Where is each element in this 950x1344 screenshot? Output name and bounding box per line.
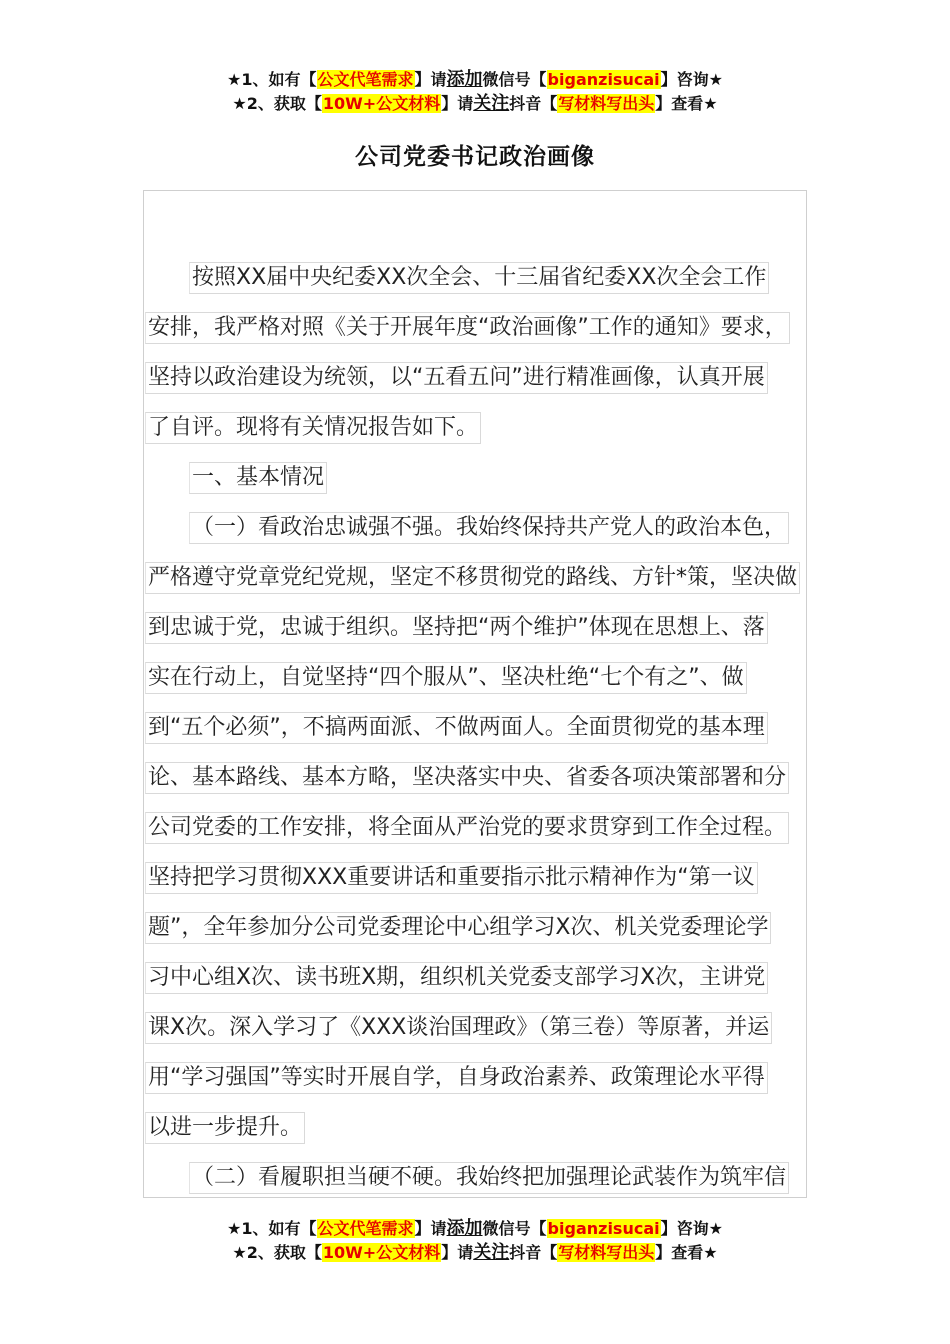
text-line: 安排，我严格对照《关于开展年度“政治画像”工作的通知》要求， <box>145 303 805 353</box>
text-line: 坚持把学习贯彻XXX重要讲话和重要指示批示精神作为“第一议 <box>145 853 805 903</box>
page-title: 公司党委书记政治画像 <box>355 144 595 170</box>
text-line: （二）看履职担当硬不硬。我始终把加强理论武装作为筑牢信 <box>145 1153 805 1203</box>
highlight-text: 写材料写出头 <box>558 1243 655 1262</box>
banner-line-2: ★2、获取【10W+公文材料】请关注抖音【写材料写出头】查看★ <box>232 93 718 114</box>
text-line: 到“五个必须”，不搞两面派、不做两面人。全面贯彻党的基本理 <box>145 703 805 753</box>
text-line: 用“学习强国”等实时开展自学，自身政治素养、政策理论水平得 <box>145 1053 805 1103</box>
section-heading: 一、基本情况 <box>145 453 805 503</box>
text-line: 论、基本路线、基本方略，坚决落实中央、省委各项决策部署和分 <box>145 753 805 803</box>
text-line: 按照XX届中央纪委XX次全会、十三届省纪委XX次全会工作 <box>145 253 805 303</box>
text-line: 实在行动上，自觉坚持“四个服从”、坚决杜绝“七个有之”、做 <box>145 653 805 703</box>
text-line: 到忠诚于党，忠诚于组织。坚持把“两个维护”体现在思想上、落 <box>145 603 805 653</box>
text-line: 习中心组X次、读书班X期，组织机关党委支部学习X次，主讲党 <box>145 953 805 1003</box>
text-line: 公司党委的工作安排，将全面从严治党的要求贯穿到工作全过程。 <box>145 803 805 853</box>
banner-line-1: ★1、如有【公文代笔需求】请添加微信号【biganzisucai】咨询★ <box>227 1218 723 1239</box>
highlight-text: 写材料写出头 <box>558 94 655 113</box>
highlight-text: 公文代笔需求 <box>317 70 414 89</box>
highlight-text: 10W+公文材料 <box>322 94 441 113</box>
text-line: 题”，全年参加分公司党委理论中心组学习X次、机关党委理论学 <box>145 903 805 953</box>
text-line: 以进一步提升。 <box>145 1103 805 1153</box>
highlight-text: biganzisucai <box>547 1219 660 1238</box>
banner-line-2: ★2、获取【10W+公文材料】请关注抖音【写材料写出头】查看★ <box>232 1242 718 1263</box>
document-body <box>145 253 805 1203</box>
text-line: 课X次。深入学习了《XXX谈治国理政》（第三卷）等原著，并运 <box>145 1003 805 1053</box>
banner-line-1: ★1、如有【公文代笔需求】请添加微信号【biganzisucai】咨询★ <box>227 69 723 90</box>
text-line: 了自评。现将有关情况报告如下。 <box>145 403 805 453</box>
text-line: 坚持以政治建设为统领，以“五看五问”进行精准画像，认真开展 <box>145 353 805 403</box>
text-line: 严格遵守党章党纪党规，坚定不移贯彻党的路线、方针*策，坚决做 <box>145 553 805 603</box>
bottom-banner <box>0 1217 950 1265</box>
highlight-text: 公文代笔需求 <box>317 1219 414 1238</box>
highlight-text: 10W+公文材料 <box>322 1243 441 1262</box>
text-line: （一）看政治忠诚强不强。我始终保持共产党人的政治本色， <box>145 503 805 553</box>
highlight-text: biganzisucai <box>547 70 660 89</box>
top-banner <box>0 68 950 116</box>
